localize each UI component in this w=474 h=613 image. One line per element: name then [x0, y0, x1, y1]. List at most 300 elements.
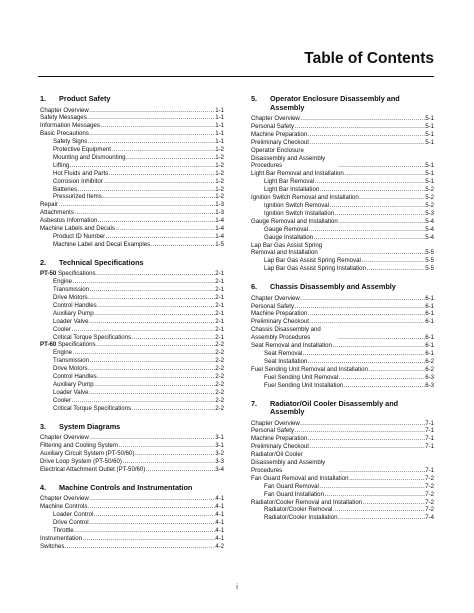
entry-label: Asbestos Information — [40, 217, 98, 225]
dot-leader — [308, 435, 425, 443]
dot-leader — [111, 146, 214, 154]
model-name: PT-60 — [40, 341, 57, 349]
page-ref: 2-1 — [215, 309, 224, 317]
toc-entry[interactable] — [251, 326, 434, 342]
toc-entry[interactable] — [40, 270, 224, 278]
toc-entry[interactable] — [251, 382, 434, 390]
toc-entry[interactable] — [40, 138, 224, 146]
page-title: Table of Contents — [304, 50, 434, 67]
toc-entry[interactable] — [40, 365, 224, 373]
page-ref: 2-1 — [215, 294, 224, 302]
dot-leader — [363, 499, 425, 507]
entry-label: Transmission — [53, 286, 90, 294]
toc-entry[interactable] — [251, 427, 434, 435]
toc-column-left — [40, 95, 224, 561]
dot-leader — [366, 265, 424, 273]
entry-label: Switches — [40, 542, 65, 550]
dot-leader — [359, 194, 424, 202]
dot-leader — [309, 318, 424, 326]
page-ref: 5-3 — [425, 209, 434, 217]
toc-entry[interactable] — [40, 535, 224, 543]
page-ref: 1-2 — [215, 153, 224, 161]
entry-label: Chapter Overview — [40, 495, 89, 503]
page-ref: 2-2 — [215, 381, 224, 388]
page-ref: 5-5 — [425, 265, 434, 273]
page-ref: 6-1 — [425, 302, 434, 310]
dot-leader — [151, 241, 215, 249]
page-ref: 5-5 — [425, 257, 434, 265]
dot-leader — [98, 217, 215, 225]
page-ref: 4-1 — [215, 503, 224, 511]
page-ref: 2-2 — [215, 373, 224, 381]
entry-label: Instrumentation — [40, 534, 83, 542]
section-title: Radiator/Oil Cooler Disassembly and Assembly — [270, 398, 399, 416]
toc-entry[interactable] — [40, 450, 224, 458]
entry-label: Lap Bar Gas Assist Spring Installation — [264, 265, 366, 273]
toc-entry[interactable] — [40, 233, 224, 241]
dot-leader — [106, 233, 215, 241]
toc-entry[interactable] — [251, 147, 434, 171]
toc-entry[interactable] — [40, 310, 224, 318]
page-ref: 5-1 — [425, 162, 434, 170]
entry-label: Machine Preparation — [251, 310, 308, 318]
section-heading[interactable] — [40, 259, 224, 268]
section-heading[interactable] — [40, 484, 224, 493]
dot-leader — [308, 358, 425, 366]
toc-entry[interactable] — [40, 442, 224, 450]
dot-leader — [89, 434, 214, 442]
entry-label: Machine Preparation — [251, 435, 308, 443]
page-ref: 5-4 — [425, 217, 434, 225]
entry-label: Attachments — [40, 209, 74, 217]
dot-leader — [88, 503, 215, 511]
entry-label: Ignition Switch Removal and Installation — [251, 194, 359, 202]
dot-leader — [97, 302, 214, 310]
entry-label: Auxiliary Pump — [53, 381, 94, 388]
page-ref: 1-4 — [215, 233, 224, 240]
dot-leader — [135, 450, 215, 458]
toc-entry[interactable] — [251, 318, 434, 326]
toc-entry[interactable] — [251, 186, 434, 194]
toc-entry[interactable] — [40, 193, 224, 201]
dot-leader — [94, 511, 215, 519]
entry-label: Drive Motors — [53, 365, 88, 373]
entry-label: Chassis Disassembly and Assembly Procedures — [251, 326, 321, 342]
page-ref: 6-2 — [425, 357, 434, 365]
dot-leader — [295, 427, 425, 435]
page-ref: 5-4 — [425, 225, 434, 233]
toc-entry[interactable] — [251, 506, 434, 514]
dot-leader — [58, 201, 214, 209]
entry-label: Chapter Overview — [40, 434, 89, 442]
entry-label: Control Handles — [53, 301, 97, 309]
dot-leader — [339, 374, 425, 382]
page-ref: 1-1 — [215, 114, 224, 122]
dot-leader — [103, 178, 214, 186]
page-ref: 2-2 — [215, 349, 224, 357]
page-ref: 3-3 — [215, 457, 224, 465]
dot-leader — [330, 202, 425, 210]
entry-label: Chapter Overview — [251, 419, 300, 427]
page-ref: 2-1 — [215, 270, 224, 278]
entry-label: Drive Loop System (PT-50/60) — [40, 457, 122, 465]
toc-entry[interactable] — [40, 122, 224, 130]
section-number: 6. — [251, 282, 258, 292]
page-ref: 4-1 — [215, 510, 224, 518]
dot-leader — [89, 519, 215, 527]
toc-section — [40, 259, 224, 413]
toc-entry[interactable] — [251, 435, 434, 443]
page-ref: 6-1 — [425, 342, 434, 350]
entry-label: Auxiliary Circuit System (PT-50/60) — [40, 449, 135, 457]
toc-entry[interactable] — [251, 342, 434, 350]
section-heading[interactable] — [40, 423, 224, 432]
toc-entry[interactable] — [40, 278, 224, 286]
page-ref: 7-1 — [425, 419, 434, 427]
page-ref: 6-1 — [425, 294, 434, 302]
page-ref: 2-2 — [215, 341, 224, 349]
toc-entry[interactable] — [40, 107, 224, 115]
toc-entry[interactable] — [40, 511, 224, 519]
dot-leader — [72, 349, 214, 357]
page-ref: 1-5 — [215, 240, 224, 248]
entry-label: Operator Enclosure Disassembly and Assembly Procedures — [251, 146, 326, 170]
entry-label: Critical Torque Specifications — [53, 333, 132, 341]
toc-entry[interactable] — [251, 295, 434, 303]
section-heading[interactable] — [251, 95, 434, 112]
toc-entry[interactable] — [40, 519, 224, 527]
toc-entry[interactable] — [40, 162, 224, 170]
page-ref: 5-2 — [425, 194, 434, 202]
section-heading[interactable] — [251, 283, 434, 292]
toc-entry[interactable] — [40, 225, 224, 233]
toc-entry[interactable] — [40, 527, 224, 535]
toc-entry[interactable] — [40, 357, 224, 365]
toc-section — [40, 484, 224, 551]
toc-entry[interactable] — [40, 178, 224, 186]
toc-entry[interactable] — [251, 178, 434, 186]
page-ref: 6-2 — [425, 365, 434, 373]
toc-entry[interactable] — [251, 139, 434, 147]
toc-entry[interactable] — [40, 405, 224, 413]
dot-leader — [309, 226, 425, 234]
toc-entry[interactable] — [40, 381, 224, 389]
toc-entry[interactable] — [251, 350, 434, 358]
toc-entry[interactable] — [251, 374, 434, 382]
section-title: Machine Controls and Instrumentation — [59, 482, 193, 492]
entry-label: Lifting — [53, 161, 70, 169]
dot-leader — [308, 310, 425, 318]
dot-leader — [308, 131, 425, 139]
toc-entry[interactable] — [251, 499, 434, 507]
dot-leader — [300, 295, 424, 303]
toc-entry[interactable] — [251, 131, 434, 139]
page-ref: 3-2 — [215, 449, 224, 457]
toc-section — [251, 283, 434, 389]
toc-entry[interactable] — [251, 115, 434, 123]
page-ref: 1-2 — [215, 177, 224, 185]
toc-entry[interactable] — [251, 483, 434, 491]
dot-leader — [94, 310, 215, 318]
page-ref: 3-1 — [215, 434, 224, 442]
page-ref: 2-2 — [215, 404, 224, 412]
dot-leader — [320, 186, 425, 194]
toc-entry[interactable] — [40, 286, 224, 294]
dot-leader — [349, 475, 425, 483]
toc-entry[interactable] — [251, 257, 434, 265]
dot-leader — [344, 170, 424, 178]
page-ref: 7-2 — [425, 506, 434, 514]
dot-leader — [102, 193, 214, 201]
page-ref: 2-1 — [215, 317, 224, 325]
toc-entry[interactable] — [251, 475, 434, 483]
page-ref: 4-1 — [215, 526, 224, 534]
page-ref: 5-1 — [425, 115, 434, 122]
entry-label: Chapter Overview — [251, 115, 300, 122]
toc-entry[interactable] — [40, 434, 224, 442]
dot-leader — [132, 405, 215, 413]
entry-label: Loader Control — [53, 510, 94, 518]
dot-leader — [300, 420, 424, 428]
entry-label: Pressurized Items — [53, 193, 102, 201]
toc-entry[interactable] — [40, 334, 224, 342]
dot-leader — [319, 483, 424, 491]
section-title: Product Safety — [59, 94, 111, 103]
entry-label: Gauge Removal and Installation — [251, 217, 338, 225]
entry-label: Filtering and Cooling System — [40, 442, 118, 450]
section-number: 7. — [251, 398, 258, 408]
page-ref: 5-1 — [425, 178, 434, 186]
entry-label: Seat Removal and Installation — [251, 342, 332, 350]
page-ref: 1-1 — [215, 138, 224, 146]
toc-entry[interactable] — [40, 495, 224, 503]
toc-entry[interactable] — [251, 310, 434, 318]
dot-leader — [97, 373, 214, 381]
entry-label: Light Bar Removal — [264, 178, 315, 186]
entry-label: Repair — [40, 201, 58, 209]
toc-entry[interactable] — [40, 373, 224, 381]
toc-entry[interactable] — [251, 218, 434, 226]
entry-label-text: Specifications — [56, 270, 96, 278]
toc-entry[interactable] — [251, 514, 434, 522]
toc-entry[interactable] — [40, 294, 224, 302]
dot-leader — [70, 162, 215, 170]
page-ref: 6-3 — [425, 381, 434, 389]
entry-label: Auxiliary Pump — [53, 309, 94, 317]
dot-leader — [88, 138, 215, 146]
dot-leader — [361, 257, 424, 265]
entry-label-text: Specifications — [56, 341, 96, 349]
toc-entry[interactable] — [251, 366, 434, 374]
page-ref: 1-4 — [215, 217, 224, 225]
page-ref: 6-3 — [425, 373, 434, 381]
dot-leader — [338, 162, 425, 170]
page-ref: 1-2 — [215, 161, 224, 169]
entry-label: Machine Preparation — [251, 130, 308, 138]
dot-leader — [89, 495, 214, 503]
entry-label: Gauge Removal — [264, 225, 309, 233]
dot-leader — [71, 326, 214, 334]
toc-entry[interactable] — [40, 170, 224, 178]
dot-leader — [65, 543, 215, 551]
toc-entry[interactable] — [251, 451, 434, 475]
entry-label: Basic Precautions — [40, 130, 89, 138]
dot-leader — [332, 342, 424, 350]
toc-entry[interactable] — [40, 397, 224, 405]
entry-label: Machine Controls — [40, 503, 88, 511]
page-ref: 1-1 — [215, 122, 224, 130]
dot-leader — [87, 114, 214, 122]
toc-entry[interactable] — [251, 265, 434, 273]
section-heading[interactable] — [251, 400, 434, 417]
toc-entry[interactable] — [40, 389, 224, 397]
toc-entry[interactable] — [251, 491, 434, 499]
entry-label: Cooler — [53, 396, 71, 404]
toc-entry[interactable] — [40, 543, 224, 551]
page-ref: 7-2 — [425, 490, 434, 498]
dot-leader — [74, 527, 215, 535]
toc-entry[interactable] — [251, 242, 434, 258]
page-ref: 4-1 — [215, 495, 224, 503]
page-ref: 1-2 — [215, 185, 224, 193]
section-title: Technical Specifications — [59, 257, 144, 267]
page-ref: 2-1 — [215, 286, 224, 294]
entry-label: Drive Control — [53, 518, 89, 526]
page-ref: 7-2 — [425, 498, 434, 506]
dot-leader — [333, 506, 425, 514]
page-ref: 6-1 — [425, 334, 434, 342]
section-number: 3. — [40, 421, 47, 431]
page-ref: 7-1 — [425, 466, 434, 474]
entry-label: Loader Valve — [53, 388, 89, 396]
page-ref: 3-4 — [215, 465, 224, 473]
toc-entry[interactable] — [40, 241, 224, 249]
dot-leader — [109, 170, 215, 178]
dot-leader — [324, 491, 424, 499]
page-number: i — [236, 584, 238, 591]
toc-section — [40, 423, 224, 474]
toc-entry[interactable] — [251, 210, 434, 218]
dot-leader — [314, 234, 425, 242]
dot-leader — [100, 122, 214, 130]
page-ref: 2-2 — [215, 365, 224, 373]
entry-label: Fuel Sending Unit Removal and Installation — [251, 365, 368, 373]
toc-entry[interactable] — [40, 186, 224, 194]
toc-entry[interactable] — [251, 303, 434, 311]
section-heading[interactable] — [40, 95, 224, 104]
toc-entry[interactable] — [251, 420, 434, 428]
entry-label: Engine — [53, 278, 72, 286]
entry-label: Control Handles — [53, 373, 97, 381]
entry-label: Electrical Attachment Outlet (PT-50/60) — [40, 465, 146, 473]
toc-entry[interactable] — [40, 458, 224, 466]
page-ref: 5-2 — [425, 186, 434, 194]
entry-label: Personal Safety — [251, 302, 295, 310]
page-ref: 4-1 — [215, 518, 224, 526]
dot-leader — [72, 278, 214, 286]
dot-leader — [90, 357, 215, 365]
page-ref: 5-5 — [425, 249, 434, 257]
page-ref: 7-2 — [425, 474, 434, 482]
entry-label: Preliminary Checkout — [251, 138, 309, 146]
entry-label: Seat Removal — [264, 349, 303, 357]
entry-label: Safety Messages — [40, 114, 87, 122]
dot-leader — [88, 365, 215, 373]
page-ref: 5-1 — [425, 138, 434, 146]
page-ref: 4-2 — [215, 542, 224, 550]
entry-label: Lap Bar Gas Assist Spring Removal and Installation — [251, 241, 323, 257]
toc-entry[interactable] — [251, 234, 434, 242]
page-ref: 1-2 — [215, 146, 224, 154]
toc-entry[interactable] — [40, 503, 224, 511]
toc-entry[interactable] — [251, 358, 434, 366]
dot-leader — [338, 467, 425, 475]
toc-entry[interactable] — [40, 341, 224, 349]
entry-label: Fan Guard Removal — [264, 482, 319, 490]
dot-leader — [74, 209, 214, 217]
dot-leader — [335, 210, 425, 218]
toc-entry[interactable] — [40, 217, 224, 225]
page-ref: 5-1 — [425, 170, 434, 178]
dot-leader — [295, 123, 425, 131]
toc-entry[interactable] — [40, 349, 224, 357]
dot-leader — [96, 270, 215, 278]
dot-leader — [309, 443, 424, 451]
toc-entry[interactable] — [40, 466, 224, 474]
page-ref: 7-4 — [425, 514, 434, 522]
page-ref: 4-1 — [215, 534, 224, 542]
toc-entry[interactable] — [40, 154, 224, 162]
toc-entry[interactable] — [251, 443, 434, 451]
section-title: Operator Enclosure Disassembly and Assembly — [270, 94, 400, 112]
toc-entry[interactable] — [40, 302, 224, 310]
toc-entry[interactable] — [40, 209, 224, 217]
toc-entry[interactable] — [251, 123, 434, 131]
toc-entry[interactable] — [251, 170, 434, 178]
toc-entry[interactable] — [40, 326, 224, 334]
toc-entry[interactable] — [251, 194, 434, 202]
entry-label: Seat Installation — [264, 357, 308, 365]
entry-label: Mounting and Dismounting — [53, 153, 126, 161]
entry-label: Cooler — [53, 325, 71, 333]
entry-label: Radiator/Oil Cooler Disassembly and Assembly Procedures — [251, 451, 326, 474]
entry-label: Hot Fluids and Parts — [53, 169, 109, 177]
toc-entry[interactable] — [251, 226, 434, 234]
dot-leader — [118, 442, 214, 450]
toc-entry[interactable] — [40, 130, 224, 138]
dot-leader — [300, 115, 424, 123]
page-ref: 6-1 — [425, 318, 434, 326]
toc-entry[interactable] — [40, 201, 224, 209]
page-ref: 1-2 — [215, 193, 224, 201]
dot-leader — [295, 303, 425, 311]
toc-entry[interactable] — [40, 114, 224, 122]
entry-label: Ignition Switch Installation — [264, 209, 335, 217]
toc-entry[interactable] — [40, 146, 224, 154]
dot-leader — [89, 389, 215, 397]
dot-leader — [338, 218, 424, 226]
page-ref: 3-1 — [215, 442, 224, 450]
page-ref: 2-2 — [215, 357, 224, 365]
entry-label: Lap Bar Gas Assist Spring Removal — [264, 257, 361, 265]
toc-entry[interactable] — [251, 202, 434, 210]
dot-leader — [96, 341, 215, 349]
page-ref: 1-2 — [215, 169, 224, 177]
toc-entry[interactable] — [40, 318, 224, 326]
page-ref: 1-3 — [215, 201, 224, 209]
entry-label: Fuel Sending Unit Removal — [264, 373, 339, 381]
entry-label: Corrosion Inhibitor — [53, 177, 103, 185]
